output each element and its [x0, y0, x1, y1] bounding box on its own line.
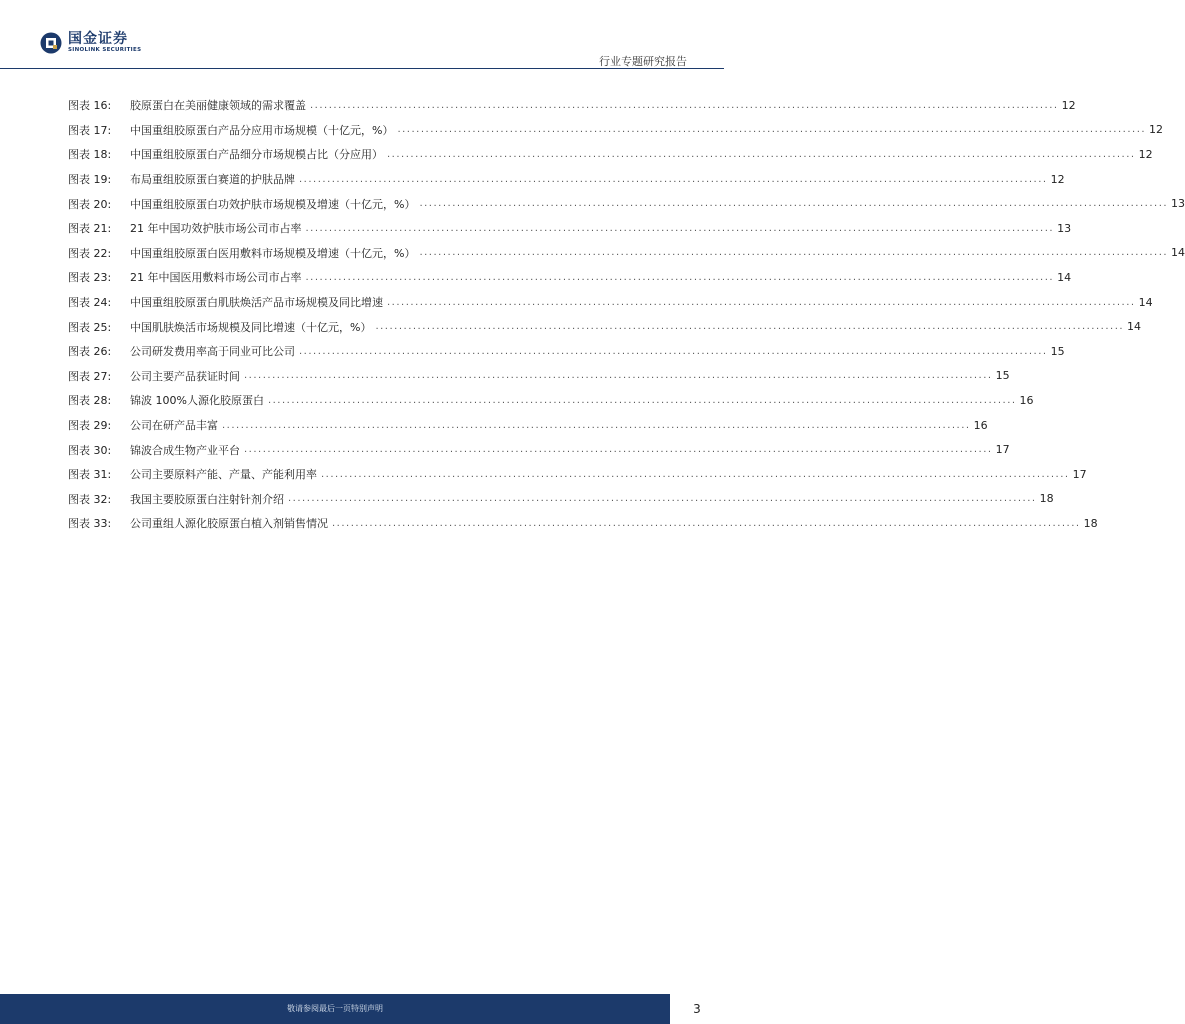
- toc-figure-label: 图表 20:: [68, 197, 112, 211]
- toc-figure-title: 中国重组胶原蛋白功效护肤市场规模及增速（十亿元，%）: [130, 197, 416, 211]
- toc-dot-leader: ................................................................................................................................................................: [305, 271, 1055, 283]
- toc-page-number: 13: [1057, 221, 1072, 235]
- toc-figure-label: 图表 24:: [68, 296, 112, 310]
- toc-page-number: 18: [1039, 492, 1054, 506]
- toc-figure-title: 胶原蛋白在美丽健康领域的需求覆盖: [130, 99, 306, 113]
- toc-figure-label: 图表 25:: [68, 320, 112, 334]
- toc-page-number: 16: [1019, 393, 1034, 407]
- toc-entry[interactable]: [68, 314, 1142, 339]
- toc-page-number: 13: [1171, 197, 1185, 211]
- toc-page-number: 17: [1072, 467, 1087, 481]
- toc-page-number: 12: [1138, 147, 1153, 161]
- toc-page-number: 17: [995, 443, 1010, 457]
- toc-page-number: 15: [1050, 344, 1065, 358]
- toc-dot-leader: ................................................................................................................................................................: [419, 247, 1169, 259]
- toc-entry[interactable]: [68, 487, 1054, 512]
- toc-dot-leader: ................................................................................................................................................................: [419, 198, 1169, 210]
- toc-entry[interactable]: [68, 462, 1087, 487]
- toc-dot-leader: ................................................................................................................................................................: [244, 444, 993, 456]
- toc-dot-leader: ................................................................................................................................................................: [288, 493, 1037, 505]
- toc-figure-title: 21 年中国医用敷料市场公司市占率: [130, 271, 302, 285]
- toc-entry[interactable]: [68, 437, 1010, 462]
- toc-entry[interactable]: [68, 93, 1076, 118]
- toc-figure-label: 图表 21:: [68, 222, 112, 236]
- toc-figure-label: 图表 31:: [68, 468, 112, 482]
- sinolink-logo-icon: [40, 32, 62, 54]
- toc-figure-label: 图表 17:: [68, 123, 112, 137]
- page-footer: [0, 994, 724, 1024]
- toc-figure-title: 中国重组胶原蛋白肌肤焕活产品市场规模及同比增速: [130, 296, 383, 310]
- toc-figure-title: 布局重组胶原蛋白赛道的护肤品牌: [130, 173, 295, 187]
- toc-dot-leader: ................................................................................................................................................................: [267, 394, 1017, 406]
- toc-entry[interactable]: [68, 364, 1010, 389]
- toc-entry[interactable]: [68, 167, 1065, 192]
- toc-figure-label: 图表 22:: [68, 246, 112, 260]
- toc-figure-label: 图表 16:: [68, 99, 112, 113]
- toc-figure-title: 中国重组胶原蛋白产品分应用市场规模（十亿元，%）: [130, 123, 394, 137]
- toc-entry[interactable]: [68, 191, 1185, 216]
- toc-dot-leader: ................................................................................................................................................................: [299, 173, 1048, 185]
- toc-entry[interactable]: [68, 339, 1065, 364]
- toc-dot-leader: ................................................................................................................................................................: [244, 370, 993, 382]
- toc-figure-title: 公司主要产品获证时间: [130, 369, 240, 383]
- toc-page-number: 14: [1171, 246, 1185, 260]
- logo-chinese-name: 国金证券: [68, 31, 128, 48]
- report-type-label: 行业专题研究报告: [599, 55, 687, 68]
- toc-entry[interactable]: [68, 265, 1072, 290]
- toc-figure-label: 图表 32:: [68, 492, 112, 506]
- disclaimer-notice: 敬请参阅最后一页特别声明: [287, 1004, 383, 1013]
- toc-figure-title: 我国主要胶原蛋白注射针剂介绍: [130, 492, 284, 506]
- toc-dot-leader: ................................................................................................................................................................: [387, 148, 1136, 160]
- toc-entry[interactable]: [68, 118, 1164, 143]
- toc-figure-title: 中国重组胶原蛋白医用敷料市场规模及增速（十亿元，%）: [130, 246, 416, 260]
- toc-dot-leader: ................................................................................................................................................................: [305, 222, 1055, 234]
- toc-dot-leader: ................................................................................................................................................................: [332, 517, 1081, 529]
- figure-index-list: [68, 93, 1185, 536]
- toc-page-number: 12: [1050, 172, 1065, 186]
- toc-figure-title: 公司研发费用率高于同业可比公司: [130, 345, 295, 359]
- toc-entry[interactable]: [68, 388, 1034, 413]
- toc-entry[interactable]: [68, 216, 1072, 241]
- toc-dot-leader: ................................................................................................................................................................: [321, 468, 1070, 480]
- toc-page-number: 18: [1083, 516, 1098, 530]
- toc-entry[interactable]: [68, 290, 1153, 315]
- toc-figure-label: 图表 19:: [68, 173, 112, 187]
- toc-entry[interactable]: [68, 511, 1098, 536]
- header-divider: [0, 68, 724, 69]
- toc-figure-title: 中国肌肤焕活市场规模及同比增速（十亿元，%）: [130, 320, 372, 334]
- toc-dot-leader: ................................................................................................................................................................: [310, 99, 1059, 111]
- toc-figure-label: 图表 23:: [68, 271, 112, 285]
- toc-dot-leader: ................................................................................................................................................................: [375, 321, 1125, 333]
- toc-dot-leader: ................................................................................................................................................................: [299, 345, 1048, 357]
- toc-figure-title: 公司在研产品丰富: [130, 419, 218, 433]
- toc-entry[interactable]: [68, 413, 988, 438]
- toc-page-number: 16: [973, 418, 988, 432]
- toc-page-number: 14: [1127, 320, 1142, 334]
- toc-figure-title: 公司主要原料产能、产量、产能利用率: [130, 468, 317, 482]
- toc-figure-label: 图表 30:: [68, 443, 112, 457]
- toc-page-number: 14: [1138, 295, 1153, 309]
- toc-entry[interactable]: [68, 241, 1185, 266]
- toc-page-number: 14: [1057, 270, 1072, 284]
- toc-figure-label: 图表 29:: [68, 419, 112, 433]
- toc-dot-leader: ................................................................................................................................................................: [387, 296, 1136, 308]
- toc-figure-label: 图表 26:: [68, 345, 112, 359]
- toc-figure-title: 21 年中国功效护肤市场公司市占率: [130, 222, 302, 236]
- toc-figure-title: 公司重组人源化胶原蛋白植入剂销售情况: [130, 517, 328, 531]
- toc-figure-label: 图表 33:: [68, 517, 112, 531]
- toc-figure-title: 锦波 100%人源化胶原蛋白: [130, 394, 264, 408]
- company-logo: [40, 30, 141, 56]
- toc-dot-leader: ................................................................................................................................................................: [397, 124, 1147, 136]
- page-number: 3: [670, 994, 724, 1024]
- toc-figure-label: 图表 27:: [68, 369, 112, 383]
- toc-figure-title: 中国重组胶原蛋白产品细分市场规模占比（分应用）: [130, 148, 383, 162]
- page-header: [0, 0, 724, 70]
- logo-english-name: SINOLINK SECURITIES: [68, 47, 142, 54]
- toc-figure-label: 图表 18:: [68, 148, 112, 162]
- toc-figure-label: 图表 28:: [68, 394, 112, 408]
- toc-page-number: 15: [995, 369, 1010, 383]
- toc-page-number: 12: [1149, 123, 1164, 137]
- toc-figure-title: 锦波合成生物产业平台: [130, 443, 240, 457]
- toc-dot-leader: ................................................................................................................................................................: [222, 419, 971, 431]
- toc-page-number: 12: [1061, 98, 1076, 112]
- toc-entry[interactable]: [68, 142, 1153, 167]
